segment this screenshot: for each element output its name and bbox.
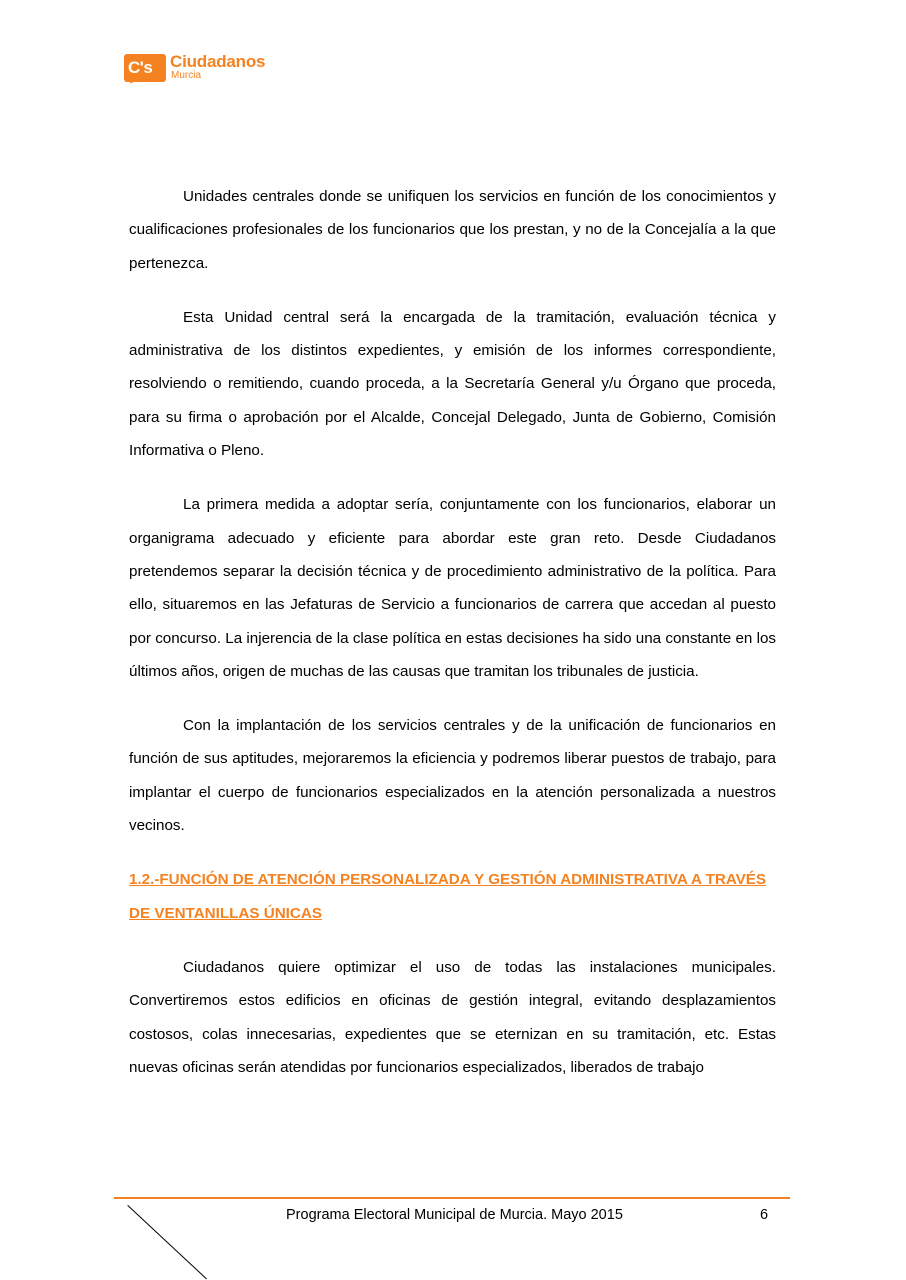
logo-city: Murcia bbox=[171, 70, 202, 81]
footer-title: Programa Electoral Municipal de Murcia. Mayo 2015 bbox=[286, 1207, 623, 1223]
page-number: 6 bbox=[760, 1207, 769, 1223]
paragraph: Unidades centrales donde se unifiquen los servicios en función de los conocimientos y cualificaciones profesionales de los funcionarios que los prestan, y no de la Concejalía a la que pertenezca. bbox=[129, 188, 776, 272]
footer-diagonal-line bbox=[127, 1205, 207, 1279]
logo-mark bbox=[124, 54, 166, 82]
paragraph: Ciudadanos quiere optimizar el uso de todas las instalaciones municipales. Convertiremos estos edificios en oficinas de gestión integral, evitando desplazamientos costosos, colas innecesarias, expedientes que se eternizan en su tramitación, etc. Estas nuevas oficinas serán atendidas por funcionarios especializados, liberados de trabajo bbox=[129, 958, 776, 1076]
logo-name: Ciudadanos bbox=[170, 52, 266, 71]
logo-mark-text: C's bbox=[128, 58, 153, 77]
paragraph: Con la implantación de los servicios centrales y de la unificación de funcionarios en función de sus aptitudes, mejoraremos la eficiencia y podremos liberar puestos de trabajo, para implantar el cuerpo de funcionarios especializados en la atención personalizada a nuestros vecinos. bbox=[129, 717, 776, 835]
paragraph: Esta Unidad central será la encargada de la tramitación, evaluación técnica y administrativa de los distintos expedientes, y emisión de los informes correspondiente, resolviendo o remitiendo, cuando proceda, a la Secretaría General y/u Órgano que proceda, para su firma o aprobación por el Alcalde, Concejal Delegado, Junta de Gobierno, Comisión Informativa o Pleno. bbox=[129, 308, 776, 460]
footer-rule bbox=[114, 1197, 790, 1199]
document-body bbox=[129, 180, 776, 1105]
paragraph: La primera medida a adoptar sería, conjuntamente con los funcionarios, elaborar un organigrama adecuado y eficiente para abordar este gran reto. Desde Ciudadanos pretendemos separar la decisión técnica y de procedimiento administrativo de la política. Para ello, situaremos en las Jefaturas de Servicio a funcionarios de carrera que accedan al puesto por concurso. La injerencia de la clase política en estas decisiones ha sido una constante en los últimos años, origen de muchas de las causas que tramitan los tribunales de justicia. bbox=[129, 496, 776, 680]
section-heading: 1.2.-FUNCIÓN DE ATENCIÓN PERSONALIZADA Y GESTIÓN ADMINISTRATIVA A TRAVÉS DE VENTANILLAS ÚNICAS bbox=[129, 871, 767, 922]
ciudadanos-logo bbox=[124, 52, 274, 86]
